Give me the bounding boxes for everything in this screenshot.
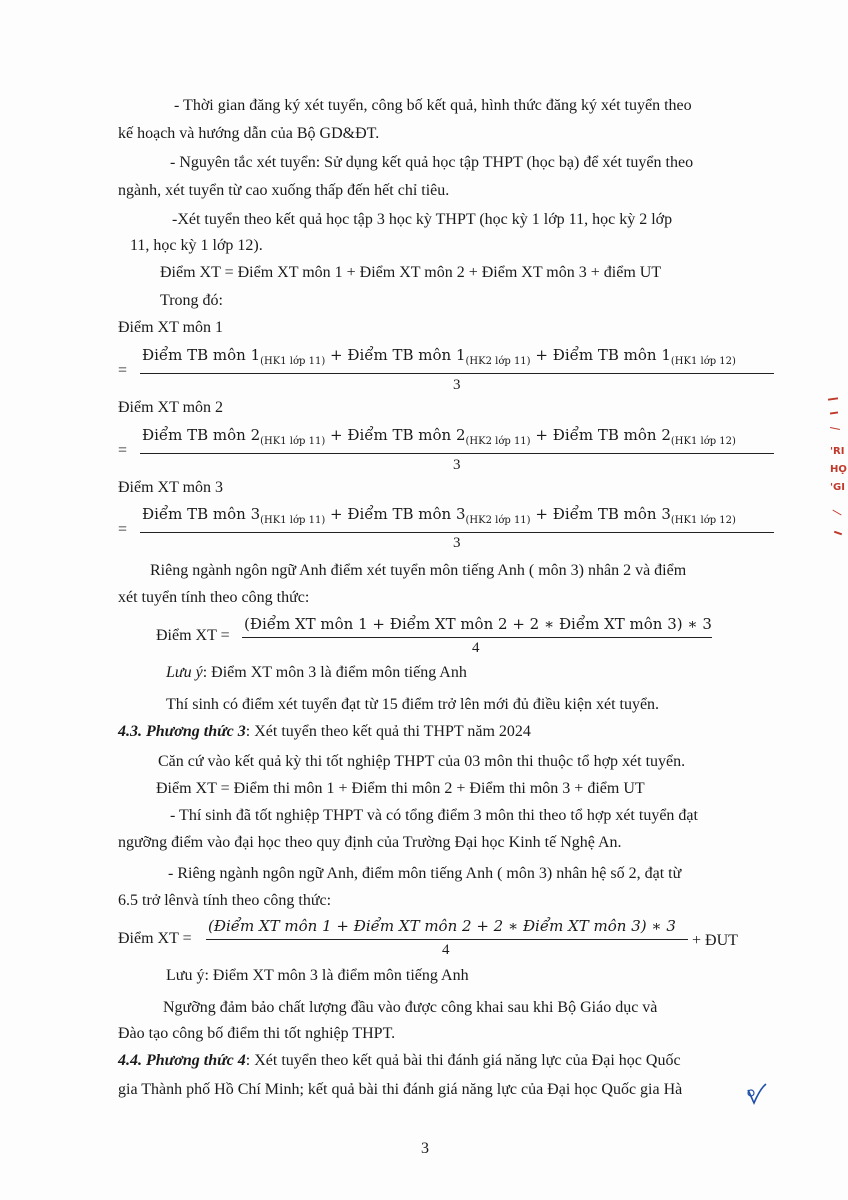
heading-4-4 — [118, 1051, 681, 1071]
fraction-bar — [242, 637, 712, 638]
heading-4-4-text: : Xét tuyển theo kết quả bài thi đánh giá năng lực của Đại học Quốc — [245, 1052, 681, 1069]
stamp-stroke — [832, 510, 841, 516]
luu-y-label: Lưu ý — [166, 664, 203, 681]
equals-sign: = — [118, 362, 128, 379]
thi-sinh-15: Thí sinh có điểm xét tuyển đạt từ 15 điểm trở lên mới đủ điều kiện xét tuyển. — [166, 696, 660, 713]
para-3-line-1: -Xét tuyển theo kết quả học tập 3 học kỳ THPT (học kỳ 1 lớp 11, học kỳ 2 lớp — [172, 211, 673, 228]
equals-sign: = — [118, 442, 128, 459]
para-2-line-2: ngành, xét tuyển từ cao xuống thấp đến hết chỉ tiêu. — [118, 182, 450, 199]
rieng2-line-2: 6.5 trở lênvà tính theo công thức: — [118, 892, 332, 909]
denominator: 3 — [453, 535, 461, 551]
diem-xt-label-2: Điểm XT = — [118, 930, 192, 947]
english-numerator-2: (Điểm XT môn 1 + Điểm XT môn 2 + 2 ∗ Điểm XT môn 3) ∗ 3 — [208, 917, 676, 935]
heading-4-3 — [118, 722, 531, 742]
fraction-bar — [140, 373, 774, 374]
label-mon-2: Điểm XT môn 2 — [118, 399, 224, 416]
heading-4-4-label: 4.4. Phương thức 4 — [118, 1052, 246, 1069]
plus-dut: + ĐUT — [692, 932, 738, 949]
stamp-text-2: HỌ — [830, 464, 847, 475]
heading-4-3-text: : Xét tuyển theo kết quả thi THPT năm 2024 — [245, 723, 531, 740]
formula-total: Điểm XT = Điểm XT môn 1 + Điểm XT môn 2 + Điểm XT môn 3 + điểm UT — [160, 264, 662, 281]
stamp-stroke — [830, 411, 838, 414]
para-1-line-1: - Thời gian đăng ký xét tuyển, công bố kết quả, hình thức đăng ký xét tuyển theo — [174, 97, 692, 114]
denominator: 3 — [453, 457, 461, 473]
label-mon-1: Điểm XT môn 1 — [118, 319, 224, 336]
luu-y-text: : Điểm XT môn 3 là điểm môn tiếng Anh — [202, 664, 467, 681]
numerator-mon-1: Điểm TB môn $1_{(HK1 lớp 11)}$ + Điểm TB môn $1_{(HK2 lớp 11)}$ + Điểm TB môn $1_{(HK1 lớp 12)}$ — [142, 346, 736, 367]
denominator: 3 — [453, 377, 461, 393]
rieng-line-1: Riêng ngành ngôn ngữ Anh điểm xét tuyển môn tiếng Anh ( môn 3) nhân 2 và điểm — [150, 562, 687, 579]
rieng-line-2: xét tuyển tính theo công thức: — [118, 589, 310, 606]
stamp-stroke — [828, 397, 838, 400]
formula-thi: Điểm XT = Điểm thi môn 1 + Điểm thi môn 2 + Điểm thi môn 3 + điểm UT — [156, 780, 645, 797]
denominator: 4 — [472, 640, 480, 656]
nguong-line-1: Ngưỡng đảm bảo chất lượng đầu vào được công khai sau khi Bộ Giáo dục và — [163, 999, 658, 1016]
equals-sign: = — [118, 521, 128, 538]
stamp-text-3: 'GI — [830, 482, 845, 493]
para-1-line-2: kế hoạch và hướng dẫn của Bộ GD&ĐT. — [118, 125, 380, 142]
rieng2-line-1: - Riêng ngành ngôn ngữ Anh, điểm môn tiếng Anh ( môn 3) nhân hệ số 2, đạt từ — [168, 865, 682, 882]
diem-xt-label: Điểm XT = — [156, 627, 230, 644]
stamp-text-1: 'RI — [830, 446, 845, 457]
stamp-stroke — [830, 427, 840, 430]
numerator-mon-2: Điểm TB môn $2_{(HK1 lớp 11)}$ + Điểm TB môn $2_{(HK2 lớp 11)}$ + Điểm TB môn $2_{(HK1 lớp 12)}$ — [142, 426, 736, 447]
fraction-bar — [140, 453, 774, 454]
can-cu: Căn cứ vào kết quả kỳ thi tốt nghiệp THPT của 03 môn thi thuộc tổ hợp xét tuyển. — [158, 753, 686, 770]
luu-y-1 — [166, 663, 467, 683]
fraction-bar — [140, 532, 774, 533]
nguong-line-2: Đào tạo công bố điểm thi tốt nghiệp THPT. — [118, 1025, 396, 1042]
para-2-line-1: - Nguyên tắc xét tuyển: Sử dụng kết quả học tập THPT (học bạ) để xét tuyển theo — [170, 154, 694, 171]
heading-4-4-line-2: gia Thành phố Hồ Chí Minh; kết quả bài thi đánh giá năng lực của Đại học Quốc gia Hà — [118, 1081, 683, 1098]
para-3-line-2: 11, học kỳ 1 lớp 12). — [130, 237, 263, 254]
thi-sinh-line-1: - Thí sinh đã tốt nghiệp THPT và có tổng điểm 3 môn thi theo tổ hợp xét tuyển đạt — [170, 807, 698, 824]
check-mark-icon — [746, 1082, 768, 1106]
heading-4-3-label: 4.3. Phương thức 3 — [118, 723, 246, 740]
page-number: 3 — [421, 1140, 429, 1157]
numerator-mon-3: Điểm TB môn $3_{(HK1 lớp 11)}$ + Điểm TB môn $3_{(HK2 lớp 11)}$ + Điểm TB môn $3_{(HK1 lớp 12)}$ — [142, 505, 736, 526]
luu-y-2: Lưu ý: Điểm XT môn 3 là điểm môn tiếng Anh — [166, 967, 469, 984]
fraction-bar — [206, 939, 688, 940]
label-mon-3: Điểm XT môn 3 — [118, 479, 224, 496]
stamp-stroke — [834, 531, 842, 536]
denominator: 4 — [442, 942, 450, 958]
english-numerator: (Điểm XT môn 1 + Điểm XT môn 2 + 2 ∗ Điểm XT môn 3) ∗ 3 — [244, 615, 712, 633]
thi-sinh-line-2: ngưỡng điểm vào đại học theo quy định của Trường Đại học Kinh tế Nghệ An. — [118, 834, 622, 851]
trong-do-label: Trong đó: — [160, 292, 223, 309]
